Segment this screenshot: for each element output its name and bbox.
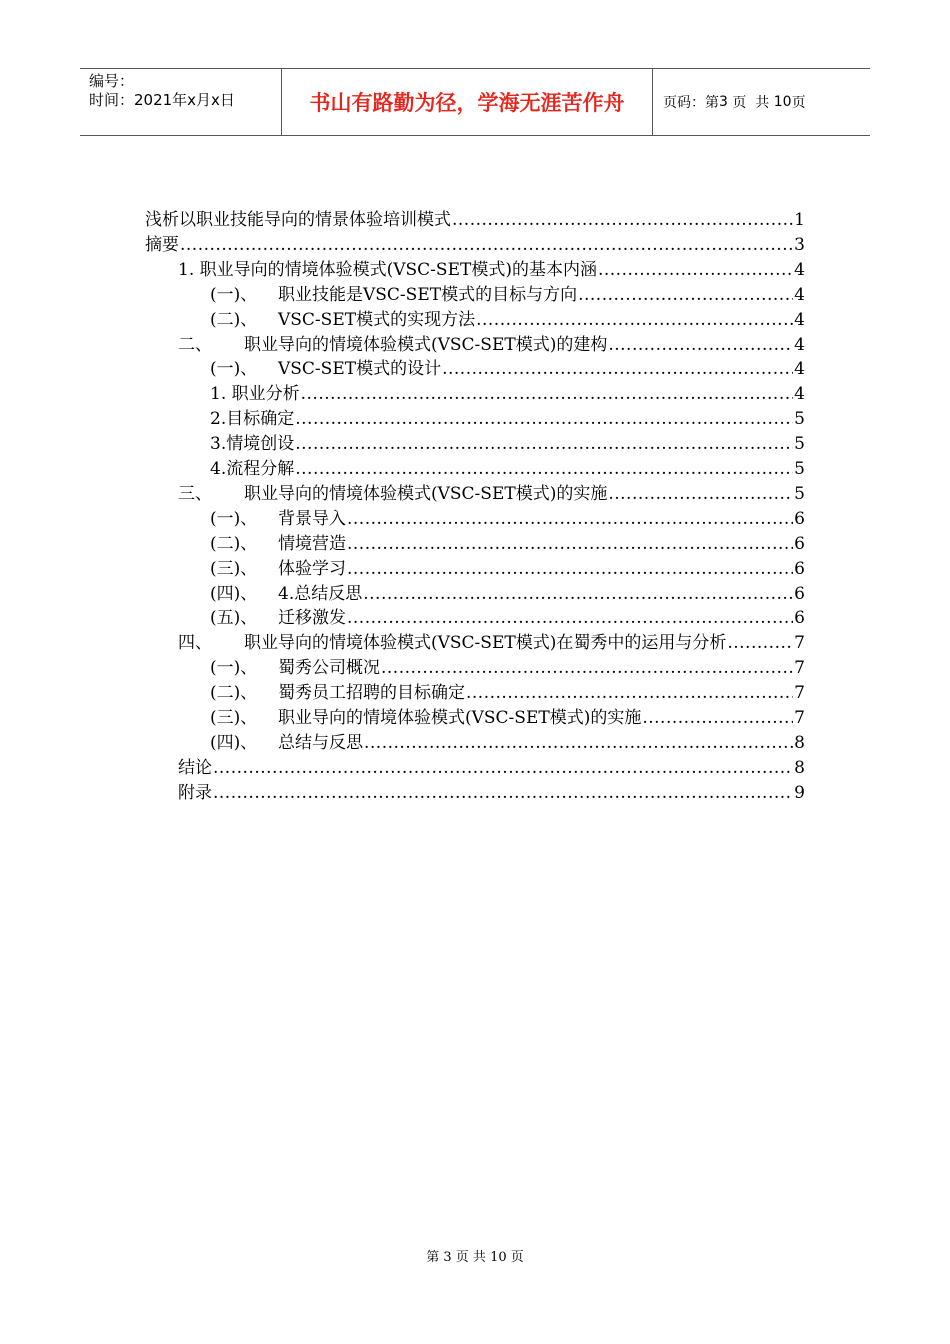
toc-entry[interactable] bbox=[0, 233, 950, 258]
toc-entry-line bbox=[210, 407, 805, 432]
toc-entry-page: 7 bbox=[794, 683, 805, 704]
toc-entry[interactable] bbox=[0, 283, 950, 308]
toc-entry[interactable] bbox=[0, 258, 950, 283]
toc-entry-page: 7 bbox=[794, 708, 805, 728]
toc-entry-title: 背景导入 bbox=[278, 508, 346, 529]
toc-entry-page: 1 bbox=[794, 210, 805, 230]
toc-entry-title: 职业导向的情境体验模式(VSC-SET模式)在蜀秀中的运用与分析 bbox=[244, 633, 727, 654]
toc-entry-page: 5 bbox=[794, 483, 805, 504]
toc-dot-leader bbox=[180, 233, 793, 258]
page-middle: 页 共 bbox=[732, 95, 770, 111]
toc-entry[interactable] bbox=[0, 631, 950, 656]
toc-entry-title: 2.目标确定 bbox=[210, 409, 295, 430]
header-motto: 书山有路勤为径，学海无涯苦作舟 bbox=[281, 69, 653, 135]
toc-entry-line bbox=[210, 432, 805, 457]
toc-entry-title: 总结与反思 bbox=[278, 732, 363, 753]
toc-entry-page: 8 bbox=[794, 732, 805, 753]
toc-entry-line bbox=[210, 656, 805, 681]
toc-dot-leader bbox=[476, 308, 793, 333]
toc-entry-page: 3 bbox=[794, 234, 805, 255]
toc-entry-line bbox=[210, 532, 805, 557]
toc-dot-leader bbox=[608, 333, 793, 358]
toc-entry-title: 职业技能是VSC-SET模式的目标与方向 bbox=[278, 284, 578, 305]
toc-entry-page: 9 bbox=[794, 782, 805, 803]
toc-entry-page: 4 bbox=[794, 259, 805, 280]
toc-dot-leader bbox=[642, 706, 793, 731]
toc-entry-number: 二、 bbox=[178, 334, 212, 355]
toc-entry-title: 职业导向的情境体验模式(VSC-SET模式)的建构 bbox=[244, 334, 608, 355]
toc-entry-line bbox=[210, 557, 805, 582]
toc-entry-title: 摘要 bbox=[145, 234, 179, 255]
toc-entry-page: 4 bbox=[794, 284, 805, 305]
toc-entry-line bbox=[210, 706, 805, 731]
toc-entry[interactable] bbox=[0, 333, 950, 358]
toc-entry-page: 5 bbox=[794, 434, 805, 455]
toc-entry-line bbox=[210, 357, 805, 382]
toc-entry-line bbox=[210, 382, 805, 407]
toc-dot-leader bbox=[363, 582, 793, 607]
footer-total: 10 bbox=[490, 1250, 507, 1265]
toc-entry-page: 6 bbox=[794, 508, 805, 529]
toc-entry-line bbox=[210, 582, 805, 607]
toc-entry-number: (二)、 bbox=[210, 533, 258, 554]
toc-entry[interactable] bbox=[0, 781, 950, 806]
toc-dot-leader bbox=[295, 432, 793, 457]
toc-entry[interactable] bbox=[0, 457, 950, 482]
toc-entry-line bbox=[178, 781, 805, 806]
toc-entry-number: (二)、 bbox=[210, 683, 258, 704]
toc-entry-page: 6 bbox=[794, 558, 805, 579]
toc-entry-number: (五)、 bbox=[210, 608, 258, 629]
toc-entry-title: 1. 职业导向的情境体验模式(VSC-SET模式)的基本内涵 bbox=[178, 259, 597, 280]
toc-entry-page: 6 bbox=[794, 533, 805, 554]
toc-entry-number: (二)、 bbox=[210, 309, 258, 330]
toc-entry-number: (一)、 bbox=[210, 284, 258, 305]
toc-entry-title: 职业导向的情境体验模式(VSC-SET模式)的实施 bbox=[244, 483, 608, 504]
toc-entry-number: (四)、 bbox=[210, 583, 258, 604]
toc-entry[interactable] bbox=[0, 382, 950, 407]
toc-entry-number: 四、 bbox=[178, 633, 212, 654]
toc-entry-page: 4 bbox=[794, 309, 805, 330]
toc-entry-number: (一)、 bbox=[210, 359, 258, 380]
toc-entry-line bbox=[178, 333, 805, 358]
toc-entry-title: 4.总结反思 bbox=[278, 583, 363, 604]
toc-entry-line bbox=[210, 507, 805, 532]
toc-entry[interactable] bbox=[0, 357, 950, 382]
toc-dot-leader bbox=[347, 532, 793, 557]
toc-entry-title: 3.情境创设 bbox=[210, 434, 295, 455]
toc-entry-line bbox=[178, 258, 805, 283]
page-current: 3 bbox=[719, 94, 728, 110]
toc-entry-line bbox=[178, 756, 805, 781]
toc-entry-line bbox=[210, 681, 805, 706]
footer-current: 3 bbox=[443, 1250, 452, 1265]
toc-entry-line bbox=[210, 731, 805, 756]
toc-dot-leader bbox=[347, 606, 793, 631]
toc-dot-leader bbox=[295, 407, 793, 432]
toc-entry-title: 结论 bbox=[178, 757, 212, 778]
toc-entry-page: 5 bbox=[794, 409, 805, 430]
toc-entry[interactable] bbox=[0, 606, 950, 631]
toc-entry-title: 蜀秀员工招聘的目标确定 bbox=[278, 683, 465, 704]
toc-entry[interactable] bbox=[0, 756, 950, 781]
toc-entry-page: 7 bbox=[794, 658, 805, 679]
toc-entry[interactable] bbox=[0, 308, 950, 333]
toc-entry-line bbox=[210, 283, 805, 308]
toc-entry[interactable] bbox=[0, 507, 950, 532]
toc-entry[interactable] bbox=[0, 532, 950, 557]
page-header bbox=[80, 68, 870, 136]
toc-entry[interactable] bbox=[0, 681, 950, 706]
toc-entry[interactable] bbox=[0, 656, 950, 681]
toc-entry-title: 附录 bbox=[178, 782, 212, 803]
toc-dot-leader bbox=[598, 258, 793, 283]
toc-entry-page: 8 bbox=[794, 757, 805, 778]
footer-middle: 页 共 bbox=[455, 1250, 486, 1265]
toc-dot-leader bbox=[347, 507, 793, 532]
toc-entry[interactable] bbox=[0, 432, 950, 457]
toc-entry-line bbox=[210, 457, 805, 482]
toc-entry-title: 迁移激发 bbox=[278, 608, 346, 629]
toc-entry-line bbox=[178, 631, 805, 656]
toc-entry[interactable] bbox=[0, 482, 950, 507]
toc-entry-page: 6 bbox=[794, 583, 805, 604]
page-suffix: 页 bbox=[791, 95, 806, 111]
toc-entry-number: (四)、 bbox=[210, 732, 258, 753]
toc-dot-leader bbox=[213, 781, 793, 806]
toc-dot-leader bbox=[442, 357, 793, 382]
toc-entry-line bbox=[145, 208, 805, 233]
toc-entry[interactable] bbox=[0, 407, 950, 432]
toc-entry[interactable] bbox=[0, 208, 950, 233]
toc-dot-leader bbox=[578, 283, 793, 308]
toc-dot-leader bbox=[608, 482, 793, 507]
toc-dot-leader bbox=[213, 756, 793, 781]
toc-dot-leader bbox=[466, 681, 793, 706]
toc-entry-page: 6 bbox=[794, 608, 805, 629]
toc-entry-title: 蜀秀公司概况 bbox=[278, 658, 380, 679]
header-meta bbox=[80, 69, 281, 135]
toc-entry-page: 4 bbox=[794, 359, 805, 380]
toc-entry-title: 体验学习 bbox=[278, 558, 346, 579]
toc-dot-leader bbox=[295, 457, 793, 482]
toc-entry-title: 浅析以职业技能导向的情景体验培训模式 bbox=[145, 210, 451, 230]
toc-entry-line bbox=[145, 233, 805, 258]
toc-entry-line bbox=[178, 482, 805, 507]
toc-entry-page: 5 bbox=[794, 459, 805, 479]
toc-entry-number: (三)、 bbox=[210, 558, 258, 579]
toc-entry-title: 1. 职业分析 bbox=[210, 384, 300, 405]
time-label: 时间：2021年x月x日 bbox=[89, 91, 235, 109]
footer-prefix: 第 bbox=[426, 1250, 440, 1265]
toc-entry-title: 情境营造 bbox=[278, 533, 346, 554]
toc-dot-leader bbox=[381, 656, 793, 681]
page-total: 10 bbox=[773, 94, 792, 110]
footer-suffix: 页 bbox=[510, 1250, 524, 1265]
page-prefix: 页码：第 bbox=[663, 95, 719, 111]
toc-entry-title: 4.流程分解 bbox=[210, 459, 295, 479]
toc-dot-leader bbox=[727, 631, 793, 656]
toc-entry-number: (一)、 bbox=[210, 658, 258, 679]
toc-entry[interactable] bbox=[0, 706, 950, 731]
number-label: 编号： bbox=[89, 72, 135, 90]
toc-dot-leader bbox=[301, 382, 794, 407]
toc-entry-line bbox=[210, 308, 805, 333]
toc-dot-leader bbox=[452, 208, 793, 233]
toc-entry[interactable] bbox=[0, 731, 950, 756]
toc-entry-title: VSC-SET模式的设计 bbox=[278, 359, 442, 380]
toc-entry[interactable] bbox=[0, 557, 950, 582]
toc-entry-number: (三)、 bbox=[210, 708, 258, 728]
toc-entry-title: 职业导向的情境体验模式(VSC-SET模式)的实施 bbox=[278, 708, 642, 728]
toc-entry-title: VSC-SET模式的实现方法 bbox=[278, 309, 476, 330]
toc-entry-page: 4 bbox=[794, 334, 805, 355]
toc-dot-leader bbox=[347, 557, 793, 582]
toc-entry[interactable] bbox=[0, 582, 950, 607]
header-page-info bbox=[653, 69, 870, 135]
toc-dot-leader bbox=[364, 731, 793, 756]
toc-entry-line bbox=[210, 606, 805, 631]
page-footer bbox=[0, 1246, 950, 1265]
toc-entry-page: 4 bbox=[794, 384, 805, 405]
toc-entry-number: 三、 bbox=[178, 483, 212, 504]
toc-entry-page: 7 bbox=[794, 633, 805, 654]
toc-entry-number: (一)、 bbox=[210, 508, 258, 529]
